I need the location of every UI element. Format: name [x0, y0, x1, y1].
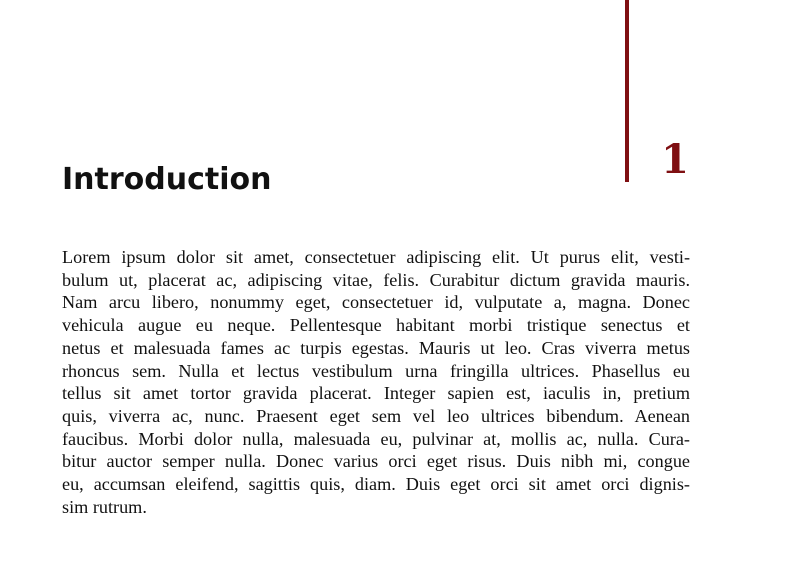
- body-line: Nam arcu libero, nonummy eget, consectetuer id, vulputate a, magna. Donec: [62, 292, 690, 313]
- body-line: Lorem ipsum dolor sit amet, consectetuer adipiscing elit. Ut purus elit, vesti-: [62, 247, 690, 267]
- body-paragraph: [62, 246, 690, 518]
- chapter-title: Introduction: [62, 162, 272, 197]
- body-line: vehicula augue eu neque. Pellentesque habitant morbi tristique senectus et: [62, 315, 690, 336]
- body-line: netus et malesuada fames ac turpis egestas. Mauris ut leo. Cras viverra metus: [62, 337, 690, 358]
- body-line: sim rutrum.: [62, 496, 147, 517]
- body-line: faucibus. Morbi dolor nulla, malesuada eu, pulvinar at, mollis ac, nulla. Cura-: [62, 428, 690, 449]
- body-line: bulum ut, placerat ac, adipiscing vitae, felis. Curabitur dictum gravida mauris.: [62, 269, 690, 290]
- body-line: eu, accumsan eleifend, sagittis quis, diam. Duis eget orci sit amet orci dignis-: [62, 474, 690, 495]
- chapter-accent-rule: [625, 0, 629, 182]
- chapter-number: 1: [661, 136, 689, 183]
- body-line: tellus sit amet tortor gravida placerat. Integer sapien est, iaculis in, pretium: [62, 383, 690, 404]
- body-line: bitur auctor semper nulla. Donec varius orci eget risus. Duis nibh mi, congue: [62, 451, 690, 472]
- body-line: quis, viverra ac, nunc. Praesent eget sem vel leo ultrices bibendum. Aenean: [62, 405, 690, 426]
- body-line: rhoncus sem. Nulla et lectus vestibulum urna fringilla ultrices. Phasellus eu: [62, 360, 690, 381]
